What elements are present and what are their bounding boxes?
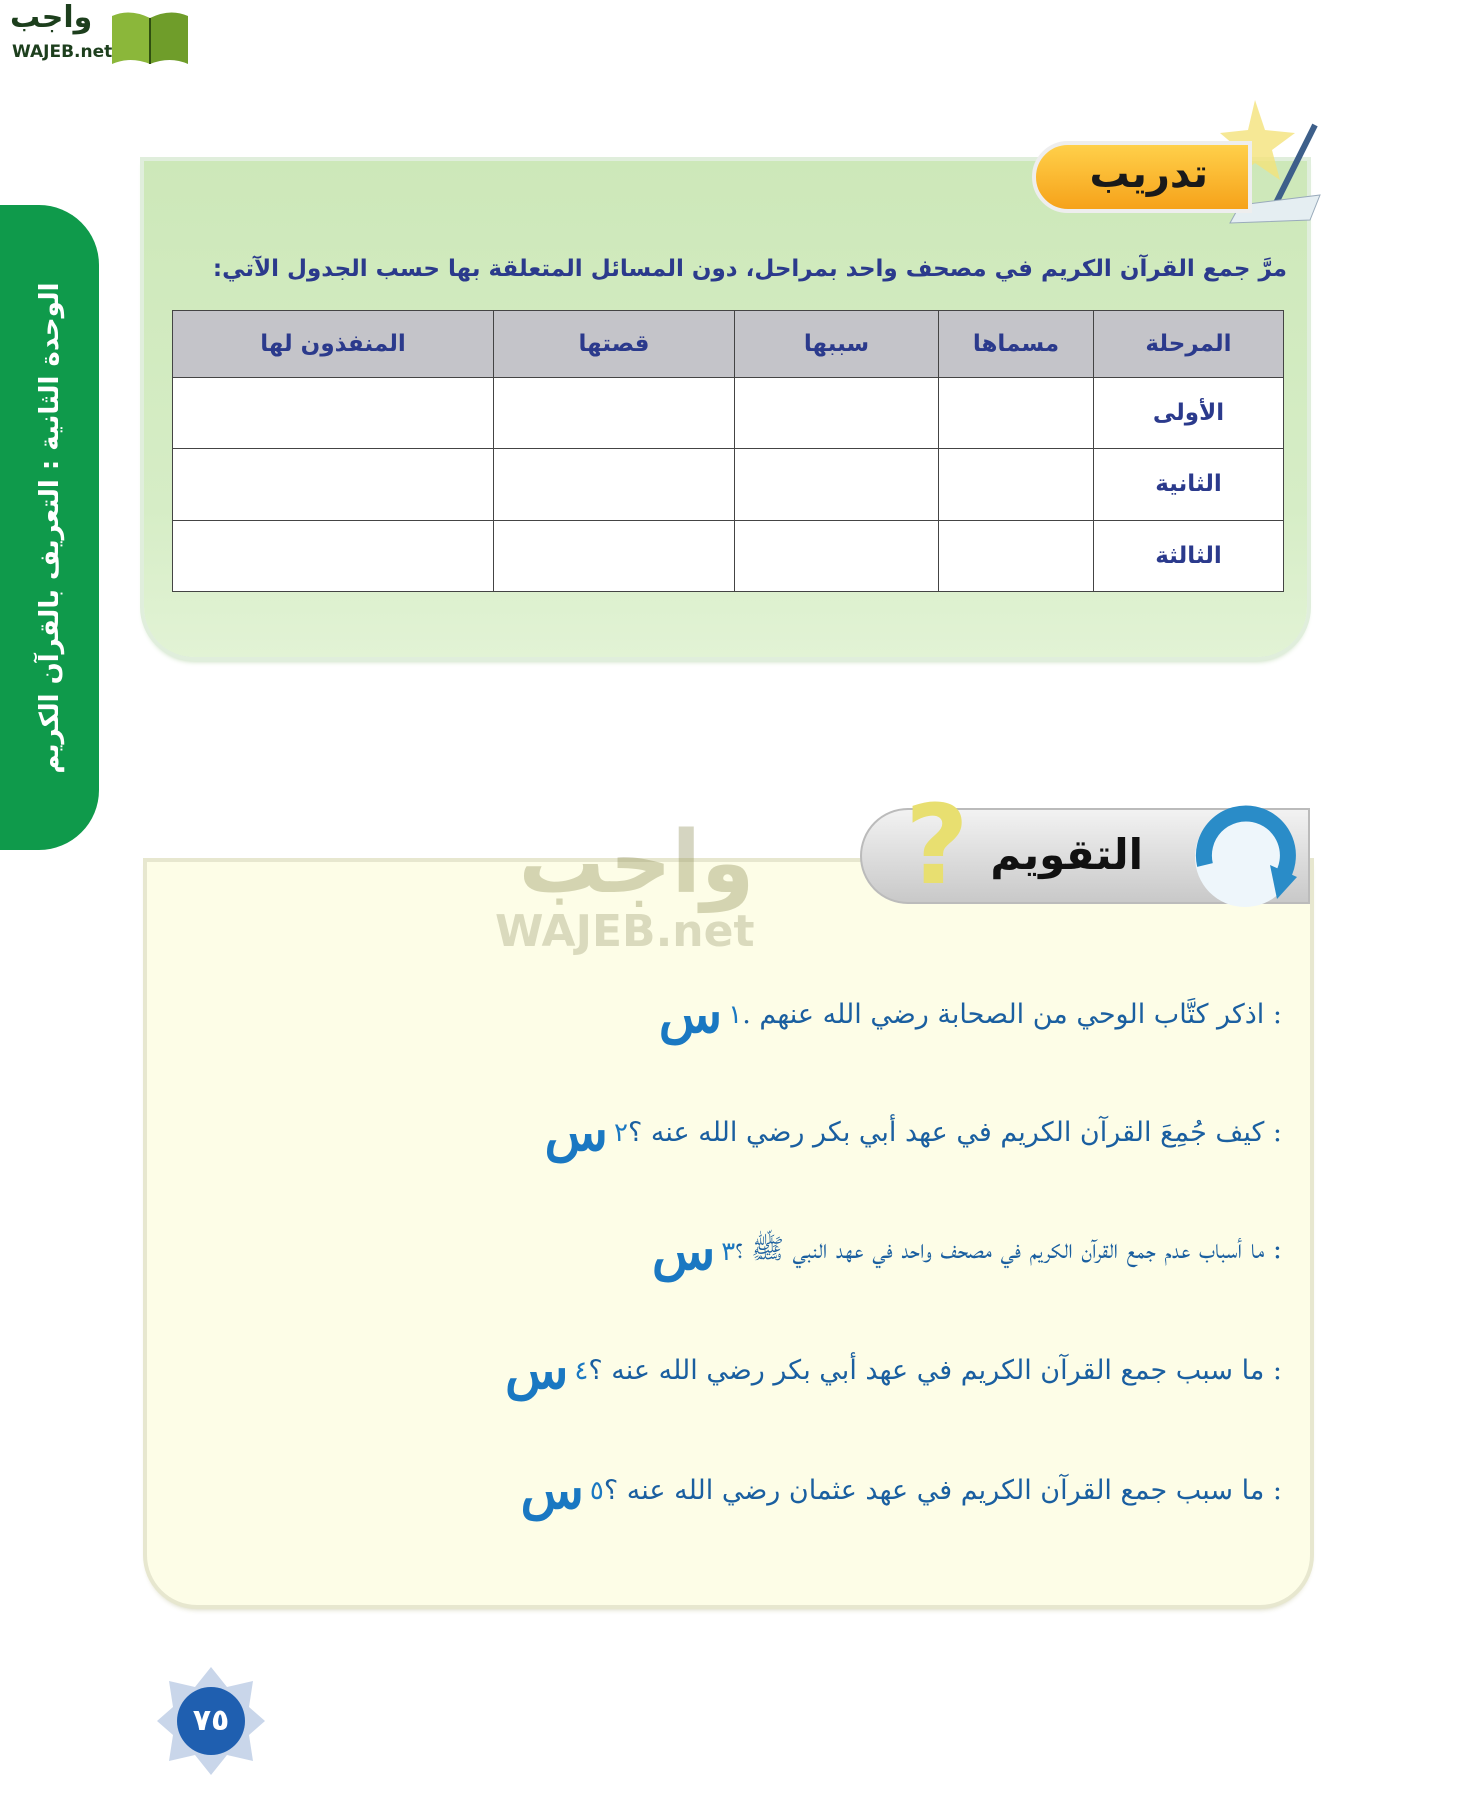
logo-arabic: واجب [10, 0, 93, 35]
answer-cell[interactable] [494, 520, 735, 591]
question-text: : ما أسباب عدم جمع القرآن الكريم في مصحف واحد في عهد النبي ﷺ ؟ [735, 1233, 1282, 1265]
book-icon [108, 8, 192, 66]
unit-title: الوحدة الثانية : التعريف بالقرآن الكريم [34, 281, 65, 774]
watermark-english: WAJEB.net [495, 906, 755, 957]
answer-cell[interactable] [939, 520, 1094, 591]
header-story: قصتها [494, 311, 735, 378]
watermark-arabic: واجب [518, 813, 755, 913]
answer-cell[interactable] [173, 449, 494, 520]
question-number: ٢ [614, 1117, 628, 1148]
question-2 [541, 1102, 1282, 1163]
practice-badge-label: تدريب [1089, 151, 1208, 197]
header-reason: سببها [735, 311, 939, 378]
table-row [173, 378, 1284, 449]
question-text: : ما سبب جمع القرآن الكريم في عهد عثمان رضي الله عنه ؟ [603, 1475, 1282, 1506]
practice-instruction: مرَّ جمع القرآن الكريم في مصحف واحد بمراحل، دون المسائل المتعلقة بها حسب الجدول الآتي: [212, 256, 1287, 282]
question-number: ٥ [589, 1475, 604, 1506]
watermark [495, 813, 755, 957]
table-header-row [173, 311, 1284, 378]
answer-cell[interactable] [494, 449, 735, 520]
question-symbol-icon: س [651, 1221, 716, 1282]
answer-cell[interactable] [939, 378, 1094, 449]
stages-table [172, 310, 1284, 592]
question-symbol-icon: س [658, 984, 723, 1045]
question-4 [501, 1340, 1282, 1401]
page-number-badge [155, 1665, 267, 1777]
unit-side-tab [0, 205, 99, 850]
header-executors: المنفذون لها [173, 311, 494, 378]
question-text: : ما سبب جمع القرآن الكريم في عهد أبي بكر رضي الله عنه ؟ [588, 1355, 1282, 1386]
wajeb-logo [8, 0, 193, 68]
stage-cell: الأولى [1094, 378, 1284, 449]
page-number: ٧٥ [192, 1703, 230, 1738]
practice-badge [1032, 141, 1252, 213]
answer-cell[interactable] [173, 378, 494, 449]
answer-cell[interactable] [173, 520, 494, 591]
question-3 [648, 1221, 1282, 1282]
header-name: مسماها [939, 311, 1094, 378]
table-row [173, 520, 1284, 591]
circular-arrow-icon [1185, 795, 1305, 915]
question-symbol-icon: س [504, 1340, 569, 1401]
question-text: : كيف جُمِعَ القرآن الكريم في عهد أبي بكر رضي الله عنه ؟ [628, 1117, 1282, 1148]
header-stage: المرحلة [1094, 311, 1284, 378]
evaluation-badge-label: التقويم [990, 830, 1143, 879]
question-number: ٣ [721, 1236, 736, 1267]
answer-cell[interactable] [939, 449, 1094, 520]
answer-cell[interactable] [735, 520, 939, 591]
answer-cell[interactable] [494, 378, 735, 449]
table-row [173, 449, 1284, 520]
stage-cell: الثالثة [1094, 520, 1284, 591]
question-mark-icon: ? [905, 781, 969, 909]
question-number: ١ [728, 999, 743, 1030]
question-text: : اذكر كتَّاب الوحي من الصحابة رضي الله عنهم . [742, 999, 1282, 1030]
question-number: ٤ [574, 1355, 589, 1386]
question-symbol-icon: س [520, 1460, 584, 1521]
answer-cell[interactable] [735, 449, 939, 520]
question-symbol-icon: س [544, 1102, 609, 1163]
question-1 [655, 984, 1282, 1045]
stage-cell: الثانية [1094, 449, 1284, 520]
answer-cell[interactable] [735, 378, 939, 449]
question-5 [516, 1460, 1282, 1521]
logo-english: WAJEB.net [12, 42, 113, 62]
